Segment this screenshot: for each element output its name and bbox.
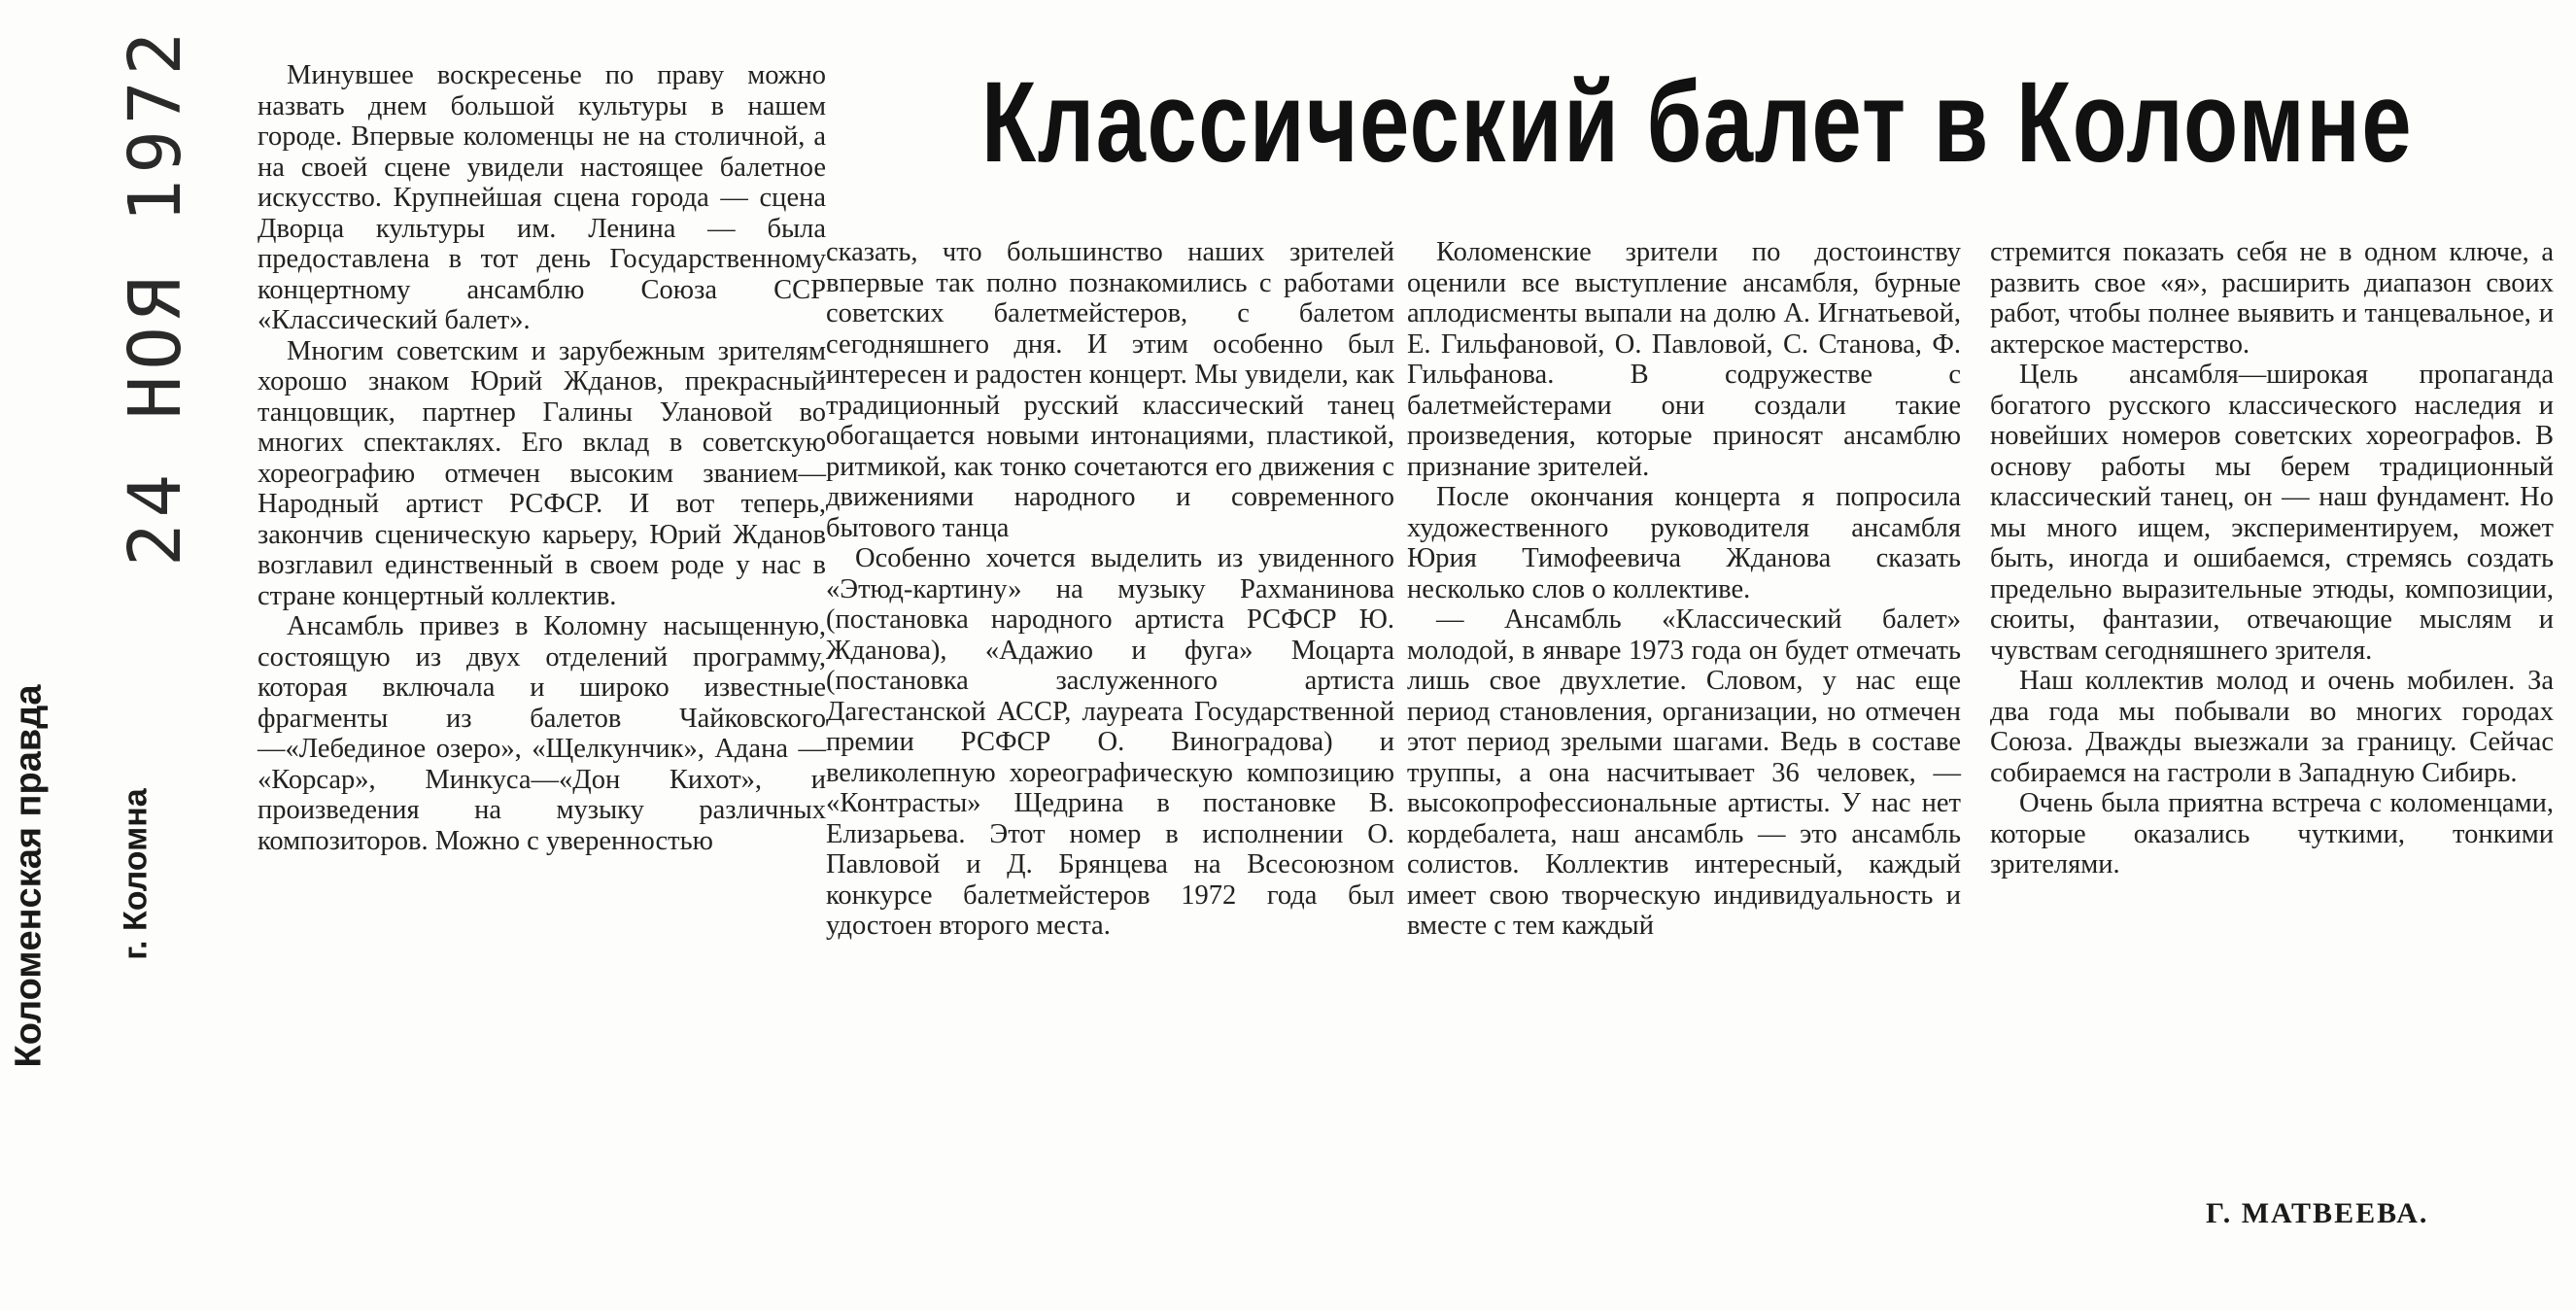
- paragraph: После окончания концерта я попросила художественного руководителя ансамбля Юрия Тимофеевича Жданова сказать несколько слов о коллективе.: [1407, 482, 1961, 604]
- paragraph: стремится показать себя не в одном ключе, а развить свое «я», расширить диапазон своих работ, чтобы полнее выявить и танцевальное, и актерское мастерство.: [1990, 237, 2554, 360]
- paragraph: Цель ансамбля—широкая пропаганда богатого русского классического наследия и новейших номеров советских хореографов. В основу работы мы берем традиционный классический танец, он — наш фундамент. Но мы много ищем, экспериментируем, может быть, иногда и ошибаемся, стремясь создать предельно выразительные этюды, композиции, сюиты, фантазии, отвечающие мыслям и чувствам сегодняшнего зрителя.: [1990, 360, 2554, 666]
- source-label: [0, 684, 155, 1068]
- article-column-4: [1990, 237, 2554, 880]
- paragraph: Особенно хочется выделить из увиденного «Этюд-картину» на музыку Рахманинова (постановка народного артиста РСФСР Ю. Жданова), «Адажио и фуга» Моцарта (постановка заслуженного артиста Дагестанской АССР, лауреата Государственной премии РСФСР О. Виноградова) и великолепную хореографическую композицию «Контрасты» Щедрина в постановке В. Елизарьева. Этот номер в исполнении О. Павловой и Д. Брянцева на Всесоюзном конкурсе балетмейстеров 1972 года был удостоен второго места.: [826, 543, 1394, 941]
- article-title: Классический балет в Коломне: [981, 58, 2414, 187]
- stamp-date: 24 НОЯ 1972: [114, 25, 197, 567]
- paragraph: Многим советским и зарубежным зрителям хорошо знаком Юрий Жданов, прекрасный танцовщик, партнер Галины Улановой во многих спектаклях. Его вклад в советскую хореографию отмечен высоким званием— Народный артист РСФСР. И вот теперь, закончив сценическую карьеру, Юрий Жданов возглавил единственный в своем роде у нас в стране концертный коллектив.: [258, 335, 826, 611]
- newspaper-city: г. Коломна: [117, 788, 155, 960]
- paragraph: Коломенские зрители по достоинству оценили все выступление ансамбля, бурные аплодисменты выпали на долю А. Игнатьевой, Е. Гильфановой, О. Павловой, С. Станова, Ф. Гильфанова. В содружестве с балетмейстерами они создали такие произведения, которые приносят ансамблю признание зрителей.: [1407, 237, 1961, 482]
- article-column-3: [1407, 237, 1961, 942]
- paragraph: Наш коллектив молод и очень мобилен. За два года мы побывали во многих городах Союза. Дважды выезжали за границу. Сейчас собираемся на гастроли в Западную Сибирь.: [1990, 666, 2554, 788]
- date-stamp: [58, 25, 197, 573]
- paragraph: — Ансамбль «Классический балет» молодой, в январе 1973 года он будет отмечать лишь свое двухлетие. Словом, у нас еще период становления, организации, но отмечен этот период зрелыми шагами. Ведь в составе труппы, а она насчитывает 36 человек, — высокопрофессиональные артисты. У нас нет кордебалета, наш ансамбль — это ансамбль солистов. Коллектив интересный, каждый имеет свою творческую индивидуальность и вместе с тем каждый: [1407, 604, 1961, 941]
- paragraph: Ансамбль привез в Коломну насыщенную, состоящую из двух отделений программу, которая включала и широко известные фрагменты из балетов Чайковского—«Лебединое озеро», «Щелкунчик», Адана — «Корсар», Минкуса—«Дон Кихот», и произведения на музыку различных композиторов. Можно с уверенностью: [258, 611, 826, 856]
- paragraph: Минувшее воскресенье по праву можно назвать днем большой культуры в нашем городе. Впервые коломенцы не на столичной, а на своей сцене увидели настоящее балетное искусство. Крупнейшая сцена города — сцена Дворца культуры им. Ленина — была предоставлена в тот день Государственному концертному ансамблю Союза ССР «Классический балет».: [258, 60, 826, 335]
- newspaper-name: Коломенская правда: [8, 684, 50, 1068]
- paragraph: сказать, что большинство наших зрителей впервые так полно познакомились с работами советских балетмейстеров, с балетом сегодняшнего дня. И этим особенно был интересен и радостен концерт. Мы увидели, как традиционный русский классический танец обогащается новыми интонациями, пластикой, ритмикой, как тонко сочетаются его движения с движениями народного и современного бытового танца: [826, 237, 1394, 543]
- author-signature: Г. МАТВЕЕВА.: [2206, 1197, 2429, 1229]
- paragraph: Очень была приятна встреча с коломенцами, которые оказались чуткими, тонкими зрителями.: [1990, 788, 2554, 879]
- article-column-1: [258, 60, 826, 856]
- article-column-2: [826, 237, 1394, 942]
